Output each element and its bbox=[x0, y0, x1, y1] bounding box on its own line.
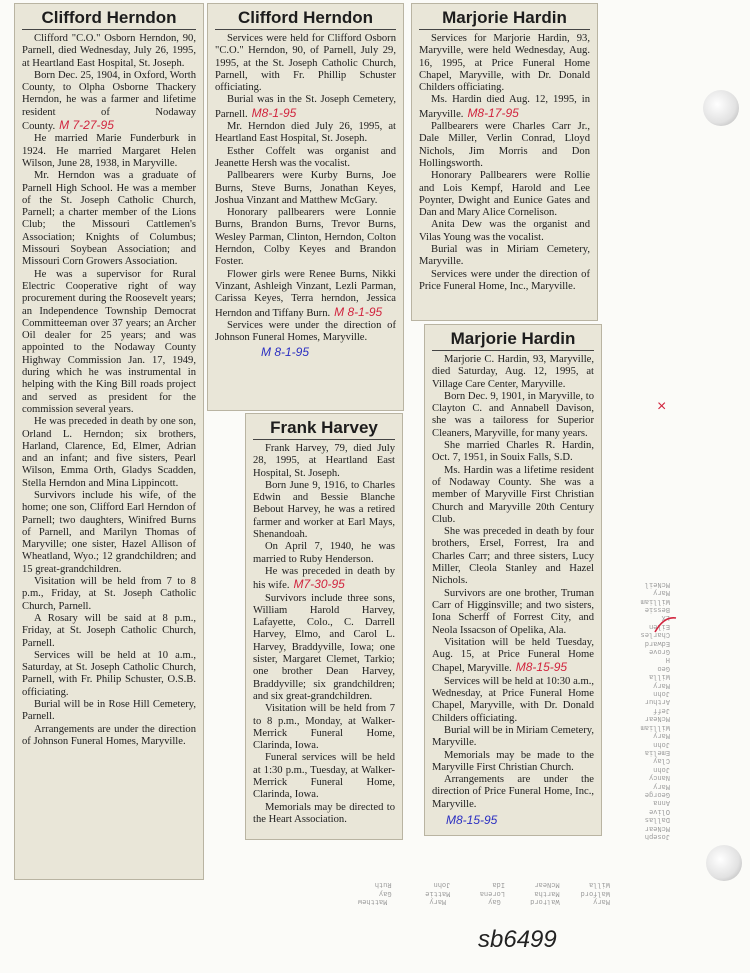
paragraph: Born June 9, 1916, to Charles Edwin and Bessie Blanche Bebout Harvey, he was a retired farmer and worker at Earl Mays, Shenandoah. bbox=[253, 479, 395, 541]
paragraph: Frank Harvey, 79, died July 28, 1995, at Heartland East Hospital, St. Joseph. bbox=[253, 443, 395, 479]
paragraph: Memorials may be directed to the Heart Association. bbox=[253, 801, 395, 825]
paragraph: Flower girls were Renee Burns, Nikki Vinzant, Ashleigh Vinzant, Lezli Parman, Carissa Keyes, Terra herndon, Jessica Herndon and Tiffany Burn. M 8-1-95 bbox=[215, 268, 396, 319]
paragraph: Honorary Pallbearers were Rollie and Lois Kempf, Harold and Lee Poynter, Dwight and Eunice Gates and Dan and Mary Alice Cornelison. bbox=[419, 170, 590, 219]
paragraph: He was a supervisor for Rural Electric Cooperative right of way procurement during the Roosevelt years; an Independence Township Democrat Committeeman over 37 years; an Archer Oil dealer for 25 years; and was appointed to the Nodaway County Highway Commission Jan. 17, 1949, during which he was instrumental in helping with the King Bill roads project and served as president for the commission several years. bbox=[22, 268, 196, 415]
paragraph: Clifford "C.O." Osborn Herndon, 90, Parnell, died Wednesday, July 26, 1995, at Heartland East Hospital, St. Joseph. bbox=[22, 33, 196, 69]
paragraph: Survivors are one brother, Truman Carr of Higginsville; and two sisters, Iona Scherff of Forrest City, and Neola Issacson of Opelika, Ala. bbox=[432, 587, 594, 636]
paragraph: A Rosary will be said at 8 p.m., Friday, at St. Joseph Catholic Church, Parnell. bbox=[22, 612, 196, 649]
paragraph: Services will be held at 10:30 a.m., Wednesday, at Price Funeral Home Chapel, Maryville, with Dr. Donald Childers officiating. bbox=[432, 675, 594, 724]
paragraph: Arrangements are under the direction of Price Funeral Home, Inc., Maryville. bbox=[432, 774, 594, 810]
handwritten-date-note: M 7-27-95 bbox=[59, 118, 114, 133]
handwritten-date-note: M8-17-95 bbox=[467, 105, 519, 120]
paragraph: Services were under the direction of Johnson Funeral Homes, Maryville. bbox=[215, 319, 396, 344]
handwritten-date-note: M7-30-95 bbox=[293, 577, 345, 592]
clipping-title: Clifford Herndon bbox=[22, 8, 196, 30]
paragraph: Mr. Herndon died July 26, 1995, at Heartland East Hospital, St. Joseph. bbox=[215, 121, 396, 145]
paragraph: Mr. Herndon was a graduate of Parnell High School. He was a member of the St. Joseph Catholic Church, Parnell; a charter member of the Lions Club; the Missouri Cattlemen's Association; Knights of Columbus; Missouri Soybean Association; and Missouri Corn Growers Association. bbox=[22, 170, 196, 268]
handwritten-date-note: M8-15-95 bbox=[446, 812, 498, 827]
clipping-marjorie-hardin-services bbox=[411, 3, 598, 321]
paragraph: Anita Dew was the organist and Vilas Young was the vocalist. bbox=[419, 219, 590, 243]
paragraph: He was preceded in death by his wife. M7-30-95 bbox=[253, 565, 395, 592]
paragraph: Visitation will be held Tuesday, Aug. 15, at Price Funeral Home Chapel, Maryville. M8-15-95 bbox=[432, 636, 594, 675]
binder-hole-bottom bbox=[706, 845, 742, 881]
paragraph: Born Dec. 9, 1901, in Maryville, to Clayton C. and Annabell Davison, she was a tailoress for Superior Cleaners, Maryville, for many years. bbox=[432, 390, 594, 439]
paragraph: On April 7, 1940, he was married to Ruby Henderson. bbox=[253, 541, 395, 565]
paragraph: Honorary pallbearers were Lonnie Burns, Brandon Burns, Trevor Burns, Wesley Parman, Clinton, Herndon, Colton Herndon, Colby Keyes and Brandon Foster. bbox=[215, 207, 396, 268]
paragraph: Esther Coffelt was organist and Jeanette Hersh was the vocalist. bbox=[215, 145, 396, 169]
binder-hole-top bbox=[703, 90, 739, 126]
paragraph: Survivors include his wife, of the home; one son, Clifford Earl Herndon of Parnell; two daughters, Winifred Burns of Parnell, and Marilyn Thomas of Maryville; one sister, Hazel Allison of Wheatland, Wyo.; 12 grandchildren; and 15 great-grandchildren. bbox=[22, 489, 196, 575]
paragraph: Arrangements are under the direction of Johnson Funeral Homes, Maryville. bbox=[22, 723, 196, 747]
paragraph: Marjorie C. Hardin, 93, Maryville, died Saturday, Aug. 12, 1995, at Village Care Center, Maryville. bbox=[432, 354, 594, 390]
paragraph: Ms. Hardin died Aug. 12, 1995, in Maryville. M8-17-95 bbox=[419, 94, 590, 120]
paragraph: Born Dec. 25, 1904, in Oxford, Worth County, to Olpha Osborne Thackery Herndon, he was a farmer and lifetime resident of Nodaway County. M 7-27-95 bbox=[22, 69, 196, 133]
paragraph: Visitation will be held from 7 to 8 p.m., Friday, at St. Joseph Catholic Church, Parnell. bbox=[22, 576, 196, 612]
clipping-title: Marjorie Hardin bbox=[419, 8, 590, 30]
paragraph: He married Marie Funderburk in 1924. He married Margaret Helen Wilson, June 28, 1938, in Maryville. bbox=[22, 133, 196, 169]
paragraph: Funeral services will be held at 1:30 p.m., Tuesday, at Walker-Merrick Funeral Home, Clarinda, Iowa. bbox=[253, 752, 395, 801]
handwritten-date-note: M8-15-95 bbox=[515, 660, 568, 675]
paragraph: Services were held for Clifford Osborn "C.O." Herndon, 90, of Parnell, July 29, 1995, at the St. Joseph Catholic Church, Parnell, with Fr. Phillip Schuster officiating. bbox=[215, 33, 396, 94]
catalog-number: sb6499 bbox=[478, 926, 557, 953]
handwritten-date-note: M 8-1-95 bbox=[261, 345, 310, 360]
paragraph: Ms. Hardin was a lifetime resident of Nodaway County. She was a member of Maryville First Christian Church and Maryville 20th Century Club. bbox=[432, 464, 594, 525]
paragraph: Burial will be in Miriam Cemetery, Maryville. bbox=[432, 724, 594, 749]
clipping-title: Clifford Herndon bbox=[215, 8, 396, 30]
clipping-title: Marjorie Hardin bbox=[432, 329, 594, 351]
paragraph: She married Charles R. Hardin, Oct. 7, 1951, in Souix Falls, S.D. bbox=[432, 440, 594, 464]
clipping-clifford-herndon-services bbox=[207, 3, 404, 411]
margin-check-mark bbox=[652, 612, 678, 634]
paragraph: Visitation will be held from 7 to 8 p.m., Monday, at Walker-Merrick Funeral Home, Clarinda, Iowa. bbox=[253, 703, 395, 752]
paragraph: Services were under the direction of Price Funeral Home, Inc., Maryville. bbox=[419, 268, 590, 292]
paragraph: Services for Marjorie Hardin, 93, Maryville, were held Wednesday, Aug. 16, 1995, at Price Funeral Home Chapel, Maryville, with Dr. Donald Childers officiating. bbox=[419, 33, 590, 94]
paragraph: She was preceded in death by four brothers, Ersel, Forrest, Ira and Charles Carr; and three sisters, Lucy Miller, Cleola Stanley and Hazel Nichols. bbox=[432, 526, 594, 587]
paragraph: Burial was in the St. Joseph Cemetery, Parnell. M8-1-95 bbox=[215, 94, 396, 120]
paragraph: Memorials may be made to the Maryville First Christian Church. bbox=[432, 749, 594, 773]
clipping-title: Frank Harvey bbox=[253, 418, 395, 440]
clipping-clifford-herndon-obituary bbox=[14, 3, 204, 880]
margin-x-mark: × bbox=[657, 398, 667, 415]
paragraph: Survivors include three sons, William Harold Harvey, Lafayette, Colo., C. Darrell Harvey, Elmo, and Carol L. Harvey, Braddyville, Iowa; one sister, Margaret Clemet, Tarkio; one brother Dean Harvey, Braddyville; six grandchildren; and six great-grandchildren. bbox=[253, 592, 395, 702]
clipping-marjorie-hardin-obituary bbox=[424, 324, 602, 836]
bleed-through-ledger-text: Joseph McNear Dallas Olive Anna George Mary Nancy John Clay Emelia John Mary William McNear Jeff Arthur John Mary Willa Geo H Grove Edward Charles Eilen LX Bessie William Mary McNeil bbox=[640, 579, 670, 840]
bleed-through-ledger-text-bottom: Mary Walford Gay Mary Matthew Walford Martha Lorena Mattie Gay Willa McNear Ida John Ruth bbox=[357, 880, 610, 905]
handwritten-date-note: M8-1-95 bbox=[251, 105, 297, 120]
paragraph: Burial will be in Rose Hill Cemetery, Parnell. bbox=[22, 699, 196, 723]
paragraph: Pallbearers were Kurby Burns, Joe Burns, Steve Burns, Jonathan Keyes, Joshua Vinzant and Matthew McGary. bbox=[215, 170, 396, 206]
handwritten-date-note: M 8-1-95 bbox=[334, 304, 383, 319]
paragraph: Services will be held at 10 a.m., Saturday, at St. Joseph Catholic Church, Parnell, with Fr. Philip Schuster, O.S.B. officiating. bbox=[22, 649, 196, 698]
paragraph: Burial was in Miriam Cemetery, Maryville. bbox=[419, 244, 590, 268]
clipping-frank-harvey bbox=[245, 413, 403, 840]
paragraph: Pallbearers were Charles Carr Jr., Dale Miller, Verlin Conrad, Lloyd Nichols, Jim Morris and Don Hollingsworth. bbox=[419, 121, 590, 169]
paragraph: He was preceded in death by one son, Orland L. Herndon; six brothers, Harland, Clarence, Ed, Elmer, Adrian and an infant; and five sisters, Pearl Wilson, Emma Orth, Gladys Scadden, Stella Herndon and Mina Lippincott. bbox=[22, 416, 196, 489]
